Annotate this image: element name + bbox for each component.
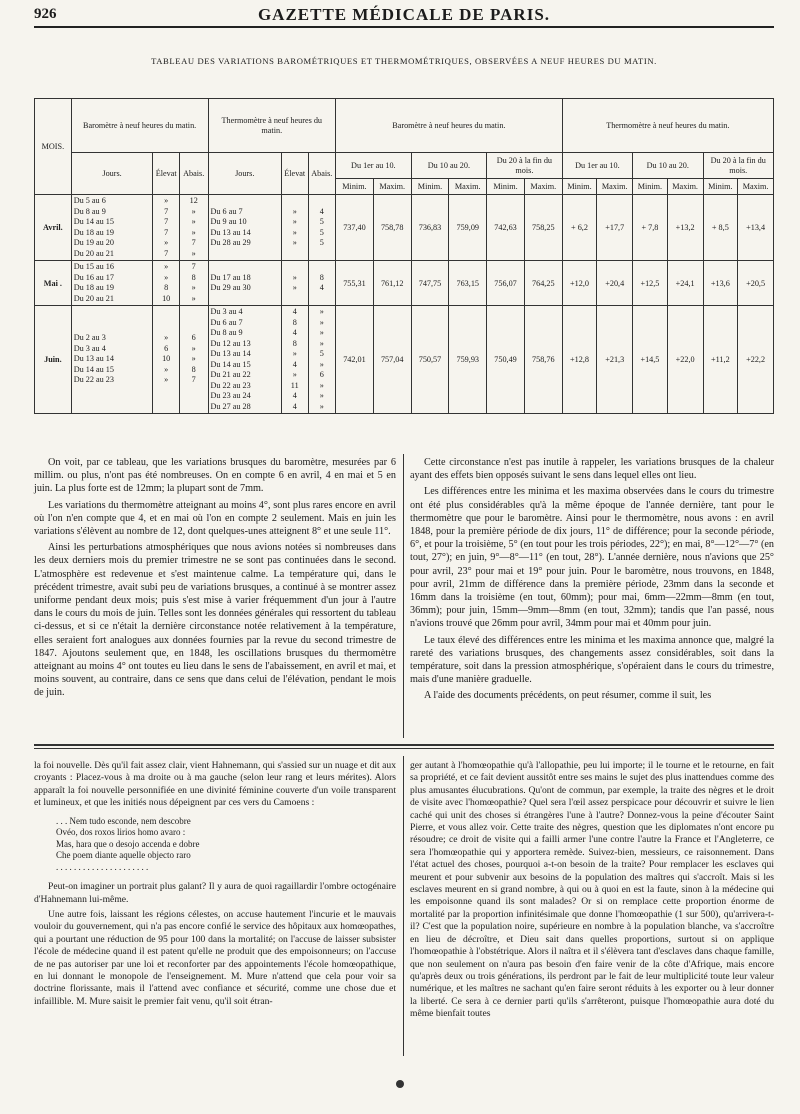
thermo-rise-cell: » » » »	[281, 195, 308, 261]
article-paragraph: On voit, par ce tableau, que les variations brusques du baromètre, mesurées par 6 millim. ou plus, n'ont pas été nombreuses. On en compte 6 en avril, 4 en mai et 5 en juin. La plus forte est de 12mm; la plupart sont de 7mm.	[34, 457, 396, 495]
baro-jours-header: Jours.	[71, 153, 153, 195]
article-paragraph: Cette circonstance n'est pas inutile à rappeler, les variations brusques de la chaleur ayant des effets bien opposés suivant le sens dans lequel elles ont lieu.	[410, 457, 774, 482]
thermo-fall-cell: 4 5 5 5	[308, 195, 336, 261]
baro-value-cell: 742,63	[487, 195, 525, 261]
feuilleton-rule	[34, 744, 774, 746]
thermo-value-cell: + 7,8	[633, 195, 668, 261]
column-divider	[403, 756, 404, 1056]
table-title: TABLEAU DES VARIATIONS BAROMÉTRIQUES ET THERMOMÉTRIQUES, OBSERVÉES A NEUF HEURES DU MATIN.	[151, 56, 657, 66]
baro-period-1: Du 1er au 10.	[336, 153, 412, 179]
maxim-header: Maxim.	[524, 179, 562, 195]
baro-value-cell: 758,76	[524, 306, 562, 414]
baro-rise-cell: » » 8 10	[153, 261, 180, 306]
maxim-header: Maxim.	[738, 179, 774, 195]
page-number: 926	[34, 6, 57, 22]
baro-fall-cell: 7 8 » »	[179, 261, 208, 306]
article-paragraph: Les variations du thermomètre atteignant au moins 4°, sont plus rares encore en avril où l'on n'en compte que 4, et en mai où l'on en compte 2 seulement. Mais en juin les variations s'élèvent au nombre de 12, dont quelques-unes atteignent 8° et une seule 11°.	[34, 499, 396, 538]
thermo-value-cell: +22,0	[667, 306, 703, 414]
thermo-value-cell: + 8,5	[703, 195, 738, 261]
thermo-value-cell: +22,2	[738, 306, 774, 414]
thermo-rise-cell: 4 8 4 8 » 4 » 11 4 4	[281, 306, 308, 414]
baro-days-cell: Du 5 au 6 Du 8 au 9 Du 14 au 15 Du 18 au 19 Du 19 au 20 Du 20 au 21	[71, 195, 153, 261]
feuilleton-paragraph: Peut-on imaginer un portrait plus galant? Il y aura de quoi ragaillardir l'ombre octogénaire d'Hahnemann lui-même.	[34, 881, 396, 905]
baro-value-cell: 758,78	[373, 195, 411, 261]
maxim-header: Maxim.	[597, 179, 633, 195]
thermo-value-cell: +12,5	[633, 261, 668, 306]
thermo-abais-header: Abais.	[308, 153, 336, 195]
month-name: Juin.	[35, 306, 72, 414]
baro-fall-cell: 6 » » 8 7	[179, 306, 208, 414]
baro-value-cell: 750,49	[487, 306, 525, 414]
thermo-period-2: Du 10 au 20.	[633, 153, 703, 179]
baro-value-cell: 750,57	[411, 306, 449, 414]
baro-value-cell: 737,40	[336, 195, 374, 261]
page-header	[34, 4, 774, 28]
baro-value-cell: 758,25	[524, 195, 562, 261]
baro-elevat-header: Élevat	[153, 153, 180, 195]
baro-period-2: Du 10 au 20.	[411, 153, 487, 179]
journal-title: GAZETTE MÉDICALE DE PARIS.	[257, 5, 551, 24]
thermo-fall-cell: 8 4	[308, 261, 336, 306]
feuilleton-paragraph: Une autre fois, laissant les régions célestes, on accuse hautement l'incurie et le mauvais vouloir du gouvernement, qui n'a pas encore confié le service des hôpitaux aux homœopathes, qui a pourtant une réduction de 95 pour 100 dans la mortalité; on l'accuse de laisser subsister l'école de médecine quand il est patent qu'elle ne produit que des empoisonneurs; on l'accuse de ne pas autoriser par une loi et reconforter par des appointements l'école homœopathique, en lui donnant le monopole de l'enseignement. M. Mure n'attend que cela pour voir sa doctrine florissante, mais il l'attend avec confiance et sécurité, comme une chose due et infaillible. M. Mure saisit le premier fait venu, qu'il soit étran-	[34, 908, 396, 1007]
thermo-value-cell: +14,5	[633, 306, 668, 414]
baro-extremes-header: Baromètre à neuf heures du matin.	[336, 99, 563, 153]
thermo-value-cell: +13,2	[667, 195, 703, 261]
maxim-header: Maxim.	[449, 179, 487, 195]
minim-header: Minim.	[633, 179, 668, 195]
baro-value-cell: 747,75	[411, 261, 449, 306]
minim-header: Minim.	[487, 179, 525, 195]
baro-abais-header: Abais.	[179, 153, 208, 195]
month-header: MOIS.	[35, 99, 72, 195]
thermo-elevat-header: Élevat	[281, 153, 308, 195]
thermo-days-cell: Du 17 au 18 Du 29 au 30	[208, 261, 281, 306]
feuilleton-right-column	[410, 760, 774, 1024]
month-name: Mai .	[35, 261, 72, 306]
article-right-column	[410, 456, 774, 706]
thermo-rise-cell: » »	[281, 261, 308, 306]
thermo-value-cell: +17,7	[597, 195, 633, 261]
baro-value-cell: 759,93	[449, 306, 487, 414]
thermo-value-cell: +12,8	[562, 306, 597, 414]
thermo-group-header: Thermomètre à neuf heures du matin.	[208, 99, 336, 153]
article-paragraph: Ainsi les perturbations atmosphériques que nous avions notées si nombreuses dans les deux derniers mois du premier trimestre ne se sont pas continuées dans le second. L'atmosphère est redevenue et s'est maintenue calme. La température qui, dans le précédent trimestre, avait subi peu de variations brusques, a continué à se montrer assez uniforme pendant deux mois; puis s'est mise à varier fréquemment d'un jour à l'autre dans le cours du mois de juin. Telles sont les données générales qui ressortent du tableau ci-dessus, et si ce n'était la dernière circonstance notée relativement à la température, elles seraient fort analogues aux données fournies par la revue du second trimestre de 1847. Ajoutons seulement que, en 1848, les oscillations brusques du thermomètre atteignant au moins 4° ont toutes eu lieu dans le sens de l'abaissement, en avril et mai, et moins souvent, au contraire, dans ce sens que dans celui de l'élévation, pendant le mois de juin.	[34, 542, 396, 699]
minim-header: Minim.	[336, 179, 374, 195]
feuilleton-paragraph: la foi nouvelle. Dès qu'il fait assez clair, vient Hahnemann, qui s'assied sur un nuage et dit aux croyants : Placez-vous à ma droite ou à ma gauche (selon leur rang et leurs mérites). Alors apparaît la foi nouvelle personnifiée en une divinité féminine couverte d'un voile transparent et lumineux, et que les initiés nous dépeignent par ces vers du Camoens :	[34, 760, 396, 809]
thermo-jours-header: Jours.	[208, 153, 281, 195]
baro-period-3: Du 20 à la fin du mois.	[487, 153, 563, 179]
baro-days-cell: Du 15 au 16 Du 16 au 17 Du 18 au 19 Du 20 au 21	[71, 261, 153, 306]
thermo-value-cell: +24,1	[667, 261, 703, 306]
baro-group-header: Baromètre à neuf heures du matin.	[71, 99, 208, 153]
article-paragraph: A l'aide des documents précédents, on peut résumer, comme il suit, les	[424, 690, 712, 702]
thermo-value-cell: +20,4	[597, 261, 633, 306]
bottom-ornament	[396, 1080, 404, 1088]
baro-value-cell: 759,09	[449, 195, 487, 261]
feuilleton-paragraph: ger autant à l'homœopathie qu'à l'allopathie, peu lui importe; il le tourne et le retourne, en fait sa propriété, et ce fait devient aussitôt entre ses mains le sujet des plus inattendues comme des plus amusantes élucubrations. Qu'ont de commun, par exemple, la traite des nègres et le droit de visite avec l'homœopathie? Quel sera l'œil assez perspicace pour découvrir et suivre le lien caché qui unit des choses si étrangères l'une à l'autre? Donnez-vous la peine d'écouter Saint Pierre, et vous allez voir. Cette traite des nègres, question que les diplomates n'ont encore pu résoudre; ce droit de visite qui a failli armer l'une contre l'autre la France et l'Angleterre, ce sera l'homœopathie qui y apportera remède. Suivez-bien, messieurs, ce raisonnement. Dans l'état actuel des choses, pourquoi a-t-on besoin de la traite? Pour remplacer les esclaves qui meurent et pour subvenir aux besoins de la population des maîtres qui s'accroît. Mais si les esclaves meurent en si grand nombre, à qui ou à quoi en est la faute, sinon à la médecine qui les empoisonne quand ils sont malades? Or si on remplace cette proportion énorme de mortalité par la proportion infinitésimale que donne l'homœopathie (1 sur 500), qu'arrivera-t-il? C'est que la population noire, supérieure en nombre à la population blanche, va s'accroître en lieu de décroître, et Dieu sait dans quelles proportions, surtout si on applique l'homœopathie à l'obstétrique. Alors il naîtra et il s'élèvera tant d'esclaves dans chaque famille, que non seulement on n'aura pas besoin d'en faire venir de la côte d'Afrique, mais encore qu'après deux ou trois générations, ils perdront par le fait de leur multiplicité toute leur valeur numérique, et les maîtres ne sachant qu'en faire seront réduits à les exporter ou à leur donner la liberté. Ce sera à ce dernier parti qu'ils s'arrêteront, puisque l'homœopathie aura doté du même bienfait toutes	[410, 760, 774, 1020]
baro-value-cell: 736,83	[411, 195, 449, 261]
baro-rise-cell: » 7 7 7 » 7	[153, 195, 180, 261]
thermo-value-cell: +12,0	[562, 261, 597, 306]
thermo-value-cell: +13,6	[703, 261, 738, 306]
camoens-poem: . . . Nem tudo esconde, nem descobre Ovéo, dos roxos lirios homo avaro : Mas, hara que o desojo accenda e dobre Che poem diante aquelle objecto raro . . . . . . . . . . . . . . . . . . . . .	[56, 815, 200, 872]
thermo-value-cell: +21,3	[597, 306, 633, 414]
baro-value-cell: 742,01	[336, 306, 374, 414]
table-row	[35, 261, 774, 306]
article-paragraph: Le taux élevé des différences entre les minima et les maxima annonce que, malgré la rareté des variations brusques, des changements assez considérables, soit dans la température, soit dans la pression atmosphérique, s'opéraient dans le cours du trimestre, mais d'une manière graduelle.	[410, 634, 774, 686]
thermo-period-1: Du 1er au 10.	[562, 153, 632, 179]
baro-days-cell: Du 2 au 3 Du 3 au 4 Du 13 au 14 Du 14 au 15 Du 22 au 23	[71, 306, 153, 414]
thermo-value-cell: +20,5	[738, 261, 774, 306]
thermo-value-cell: +11,2	[703, 306, 738, 414]
thermo-days-cell: Du 6 au 7 Du 9 au 10 Du 13 au 14 Du 28 au 29	[208, 195, 281, 261]
baro-fall-cell: 12 » » » 7 »	[179, 195, 208, 261]
baro-value-cell: 757,04	[373, 306, 411, 414]
weather-table	[34, 98, 774, 414]
baro-value-cell: 756,07	[487, 261, 525, 306]
thermo-value-cell: + 6,2	[562, 195, 597, 261]
baro-value-cell: 755,31	[336, 261, 374, 306]
minim-header: Minim.	[562, 179, 597, 195]
month-name: Avril.	[35, 195, 72, 261]
thermo-value-cell: +13,4	[738, 195, 774, 261]
thermo-extremes-header: Thermomètre à neuf heures du matin.	[562, 99, 773, 153]
minim-header: Minim.	[411, 179, 449, 195]
maxim-header: Maxim.	[667, 179, 703, 195]
thermo-period-3: Du 20 à la fin du mois.	[703, 153, 774, 179]
baro-value-cell: 761,12	[373, 261, 411, 306]
baro-value-cell: 763,15	[449, 261, 487, 306]
table-row	[35, 195, 774, 261]
baro-value-cell: 764,25	[524, 261, 562, 306]
thermo-fall-cell: » » » » 5 » 6 » » »	[308, 306, 336, 414]
maxim-header: Maxim.	[373, 179, 411, 195]
thermo-days-cell: Du 3 au 4 Du 6 au 7 Du 8 au 9 Du 12 au 13 Du 13 au 14 Du 14 au 15 Du 21 au 22 Du 22 au 23 Du 23 au 24 Du 27 au 28	[208, 306, 281, 414]
article-paragraph: Les différences entre les minima et les maxima observées dans le cours du trimestre ont été plus considérables qu'à la même époque de l'année dernière, tant pour le thermomètre que pour le baromètre. Ainsi pour le thermomètre, nous avons : en avril 1848, pour la première période de dix jours, 11° de différence; pour la seconde période, 6°, et pour la troisième, 5° (en tout pour les trois périodes, 22°); en mai, 8°—12°—7° (en tout, 27°); en juin, 9°—8°—11° (en tout, 28°). L'année dernière, nous n'avions que 25° pour avril, 23° pour mai et 19° pour juin. Pour le baromètre, nous trouvons, en 1848, pour avril, 21mm de différence dans la première période, 23mm dans la seconde et 16mm dans la troisième (en tout, 60mm); pour mai, 6mm—22mm—8mm (en tout, 36mm); pour juin, 15mm—9mm—8mm (en tout, 32mm); tandis que l'an passé, nous n'avions trouvé que 26mm pour avril, 34mm pour mai et 40mm pour juin.	[410, 486, 774, 630]
column-divider	[403, 454, 404, 738]
baro-rise-cell: » 6 10 » »	[153, 306, 180, 414]
feuilleton-rule	[34, 748, 774, 749]
article-left-column	[34, 456, 396, 703]
table-row	[35, 306, 774, 414]
minim-header: Minim.	[703, 179, 738, 195]
feuilleton-left-column	[34, 760, 396, 1011]
